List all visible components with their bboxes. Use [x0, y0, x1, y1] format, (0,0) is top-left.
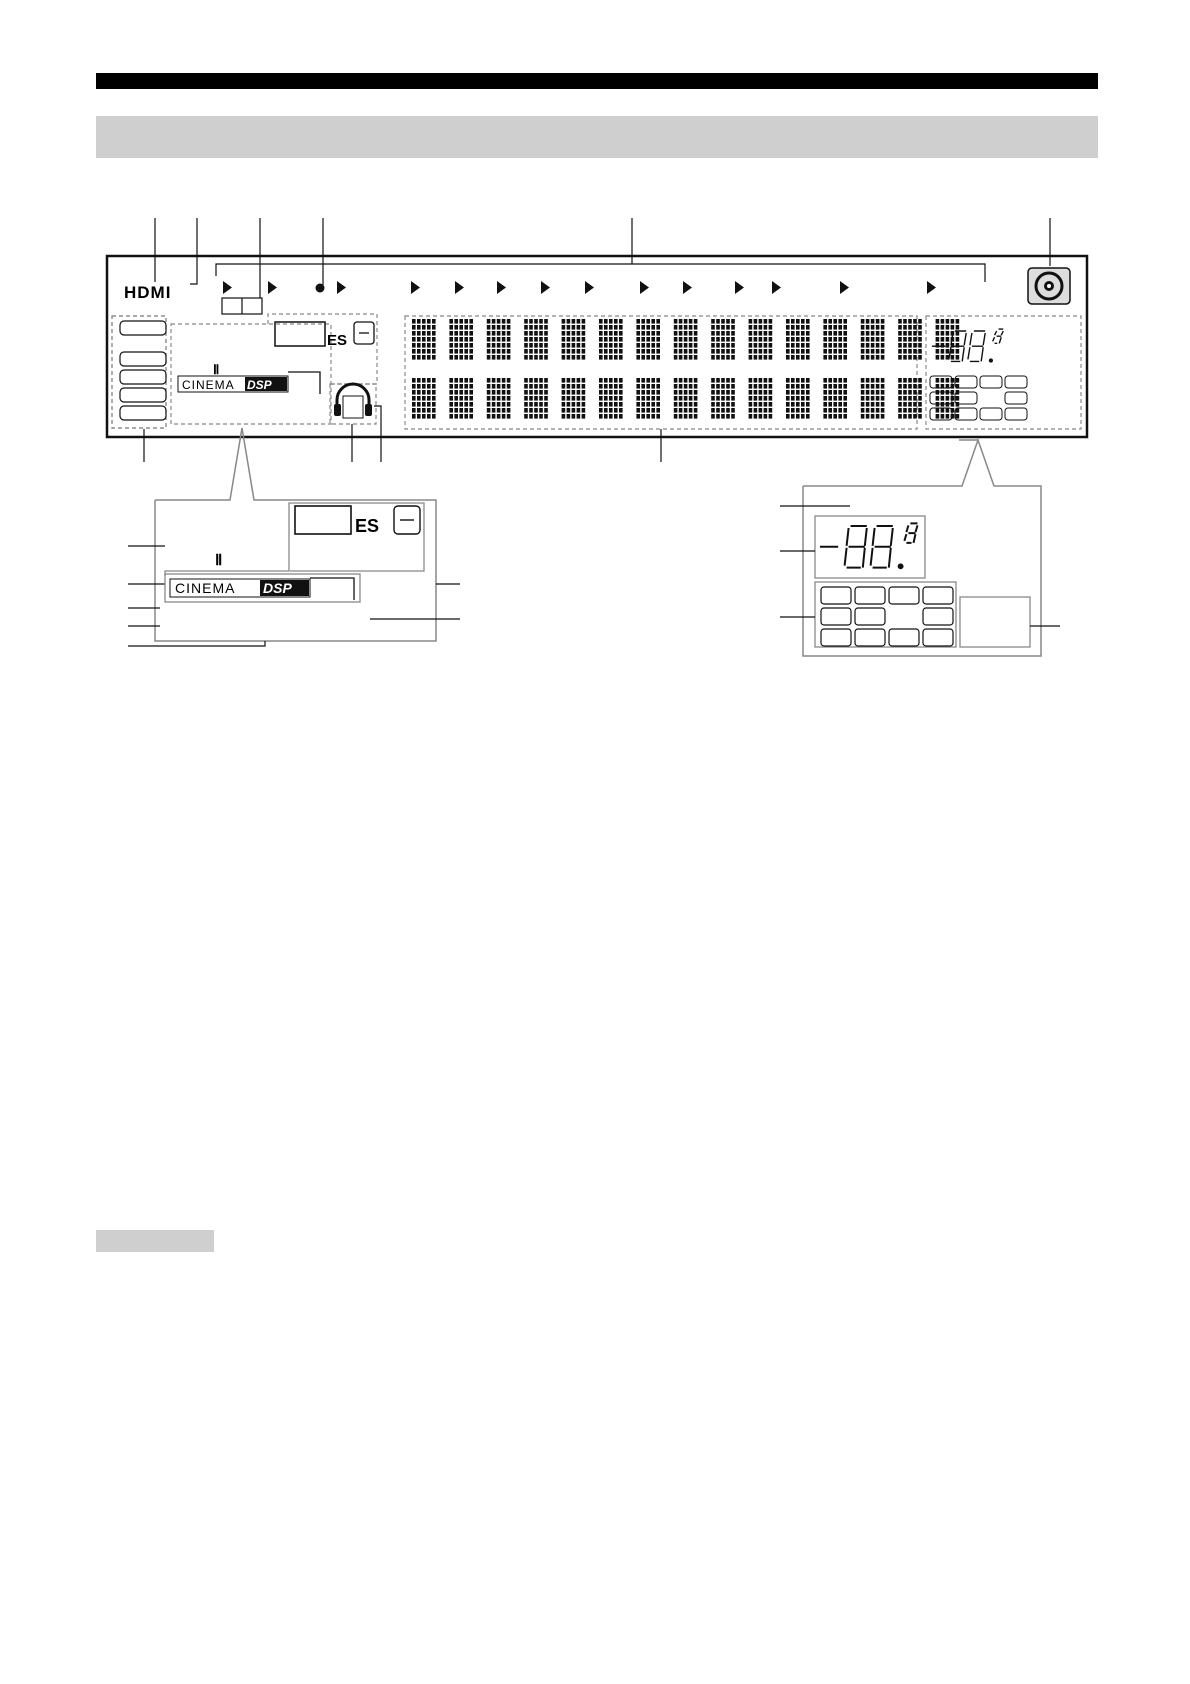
- dot-matrix-character: [898, 378, 922, 419]
- arrow-indicator-icon: [541, 281, 550, 294]
- speaker-indicator: [923, 608, 953, 625]
- arrow-indicator-icon: [411, 281, 420, 294]
- arrow-indicator-icon: [640, 281, 649, 294]
- top-callout-lines: [155, 218, 1050, 298]
- arrow-indicator-icon: [927, 281, 936, 294]
- speaker-indicator: [889, 629, 919, 646]
- arrow-indicator-icon: [497, 281, 506, 294]
- dot-matrix-character: [449, 319, 473, 360]
- speaker-indicator: [923, 587, 953, 604]
- speaker-indicator: [1005, 392, 1027, 404]
- hdmi-logo: HDMI: [124, 283, 172, 302]
- dot-matrix-character: [636, 319, 660, 360]
- cinema-dsp-logo: CINEMA: [182, 378, 235, 392]
- dot-matrix-character: [487, 319, 511, 360]
- volume-speaker-area: [926, 316, 1081, 429]
- zoom-roman-two-mark: Ⅱ: [215, 553, 223, 569]
- decoder-indicator-area: [171, 314, 377, 424]
- seven-segment-digit: [968, 331, 985, 361]
- dot-matrix-character: [786, 378, 810, 419]
- dot-matrix-character: [636, 378, 660, 419]
- seven-segment-digit: [871, 526, 893, 568]
- silent-cinema-icon: [1028, 268, 1070, 304]
- speaker-indicator: [855, 629, 885, 646]
- left-input-indicators: [112, 316, 166, 428]
- arrow-indicator-icon: [840, 281, 849, 294]
- headphones-icon: [330, 384, 376, 424]
- speaker-indicator: [1005, 376, 1027, 388]
- dot-matrix-character: [861, 378, 885, 419]
- speaker-indicator: [1005, 408, 1027, 420]
- arrow-indicator-icon: [735, 281, 744, 294]
- speaker-indicator: [855, 608, 885, 625]
- arrow-indicator-icon: [268, 281, 277, 294]
- dot-matrix-character: [936, 378, 960, 419]
- dot-matrix-character: [674, 378, 698, 419]
- seven-segment-digit: [845, 526, 867, 568]
- arrow-indicator-icon: [337, 281, 346, 294]
- dot-matrix-character: [898, 319, 922, 360]
- arrow-indicator-icon: [683, 281, 692, 294]
- dot-matrix-character: [562, 319, 586, 360]
- dot-matrix-character: [524, 319, 548, 360]
- seven-segment-digit: [904, 523, 917, 543]
- dot-matrix-character: [786, 319, 810, 360]
- es-mark: ES: [327, 332, 348, 349]
- dot-matrix-character: [449, 378, 473, 419]
- dsp-logo-text: DSP: [247, 378, 272, 392]
- speaker-indicator: [889, 587, 919, 604]
- zoom-cinema-dsp-logo: CINEMA: [175, 580, 236, 596]
- dot-matrix-character: [487, 378, 511, 419]
- dot-matrix-character: [711, 378, 735, 419]
- speaker-indicator: [821, 587, 851, 604]
- dot-matrix-character: [711, 319, 735, 360]
- speaker-indicator: [855, 587, 885, 604]
- roman-two-mark: Ⅱ: [213, 362, 220, 377]
- dot-matrix-character: [823, 319, 847, 360]
- decimal-point: [899, 564, 903, 568]
- dot-matrix-character: [412, 378, 436, 419]
- dot-matrix-character: [674, 319, 698, 360]
- dot-matrix-character: [599, 319, 623, 360]
- speaker-indicator: [980, 376, 1002, 388]
- zoom-es-mark: ES: [355, 516, 380, 536]
- seven-segment-digit: [993, 329, 1004, 343]
- arrow-indicator-icon: [455, 281, 464, 294]
- zoom-dsp-logo-text: DSP: [263, 580, 292, 596]
- speaker-indicator: [980, 408, 1002, 420]
- dot-matrix-character: [936, 319, 960, 360]
- dot-matrix-character: [749, 319, 773, 360]
- decimal-point: [989, 359, 992, 362]
- dot-matrix-character: [599, 378, 623, 419]
- speaker-indicator: [923, 629, 953, 646]
- dot-matrix-display: [405, 316, 959, 429]
- arrow-indicator-icon: [772, 281, 781, 294]
- arrow-indicator-icon: [223, 281, 232, 294]
- dot-matrix-character: [823, 378, 847, 419]
- dot-matrix-character: [562, 378, 586, 419]
- input-arrow-indicators: [223, 281, 936, 294]
- dot-matrix-character: [861, 319, 885, 360]
- dot-matrix-character: [412, 319, 436, 360]
- speaker-indicator: [821, 629, 851, 646]
- zoom-decoder-detail: [128, 428, 460, 646]
- dot-matrix-character: [749, 378, 773, 419]
- dot-matrix-character: [524, 378, 548, 419]
- zoom-volume-detail: [780, 440, 1060, 656]
- speaker-indicator: [821, 608, 851, 625]
- twin-indicator-boxes: [222, 298, 262, 314]
- dot-indicator-icon: [316, 284, 325, 293]
- arrow-indicator-icon: [585, 281, 594, 294]
